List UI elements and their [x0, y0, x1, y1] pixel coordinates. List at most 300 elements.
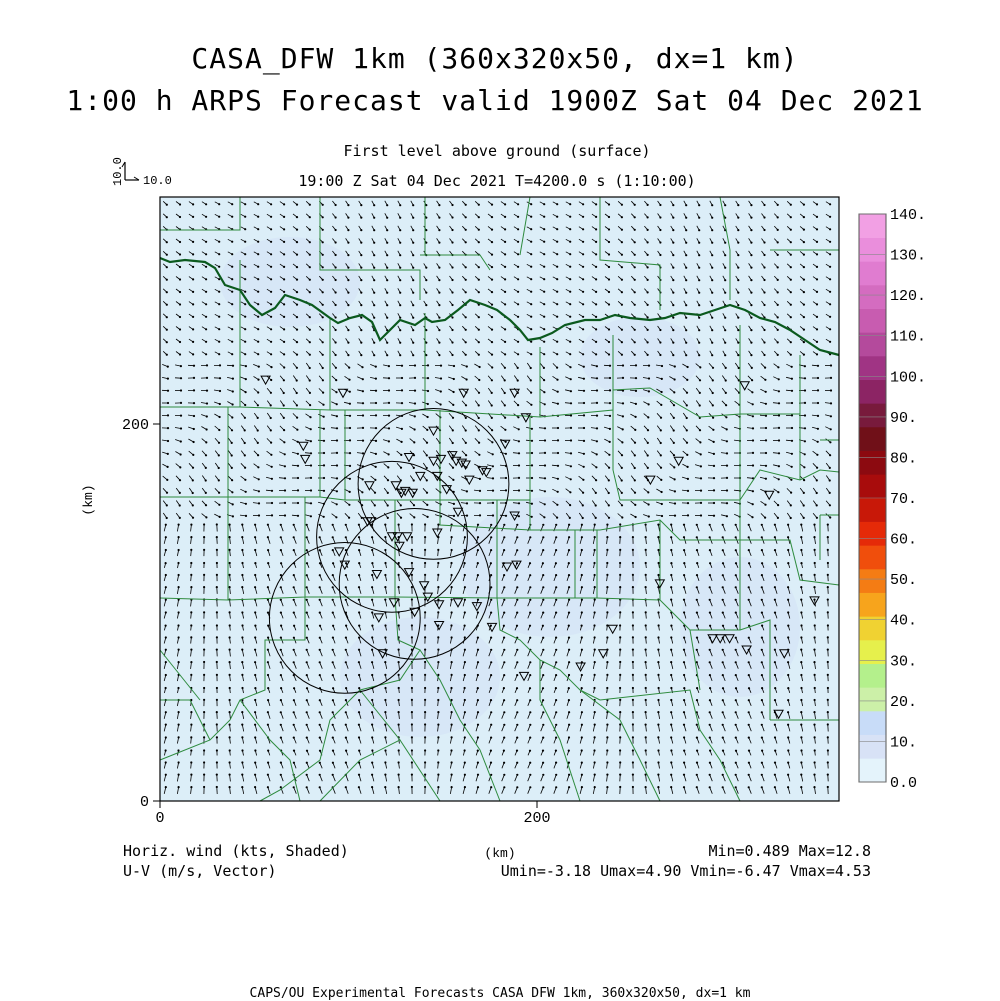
wind-vector-head [517, 203, 519, 205]
wind-vector-head [218, 492, 220, 494]
wind-vector-head [621, 504, 623, 506]
wind-vector-head [414, 390, 416, 392]
wind-vector-head [271, 514, 273, 516]
wind-vector-head [583, 366, 585, 368]
wind-vector-head [466, 515, 468, 517]
wind-vector-head [280, 774, 282, 776]
wind-vector-head [635, 416, 637, 418]
wind-vector-head [386, 217, 388, 219]
shade-patch [340, 617, 500, 737]
wind-vector-head [504, 379, 506, 381]
wind-vector-head [673, 454, 675, 456]
wind-vector-head [777, 354, 779, 356]
wind-vector-head [632, 761, 634, 763]
wind-vector-head [722, 750, 724, 752]
wind-vector-head [725, 392, 727, 394]
wind-vector-head [413, 479, 415, 481]
wind-vector-head [648, 377, 650, 379]
wind-vector-head [657, 674, 659, 676]
wind-vector-head [634, 442, 636, 444]
wind-vector-head [179, 241, 181, 243]
wind-vector-head [686, 417, 688, 419]
wind-vector-head [516, 625, 518, 627]
wind-vector-head [685, 354, 687, 356]
wind-vector-head [375, 402, 377, 404]
wind-vector-head [619, 674, 621, 676]
wind-vector-head [280, 649, 282, 651]
wind-vector-head [177, 624, 179, 626]
wind-vector-head [672, 354, 674, 356]
wind-vector-head [685, 204, 687, 206]
wind-vector-head [267, 549, 269, 551]
wind-vector-head [293, 599, 295, 601]
wind-vector-head [491, 216, 493, 218]
wind-vector-head [165, 524, 167, 526]
wind-vector-head [555, 762, 557, 764]
wind-vector-head [722, 774, 724, 776]
wind-vector-head [568, 599, 570, 601]
wind-vector-head [477, 562, 479, 564]
wind-vector-head [371, 562, 373, 564]
wind-vector-head [306, 699, 308, 701]
wind-vector-head [345, 586, 347, 588]
wind-vector-head [177, 749, 179, 751]
wind-vector-head [400, 454, 402, 456]
wind-vector-head [293, 612, 295, 614]
wind-vector-head [518, 489, 520, 491]
wind-vector-head [254, 699, 256, 701]
wind-vector-head [556, 253, 558, 255]
wind-vector-head [491, 404, 493, 406]
wind-vector-head [166, 354, 168, 356]
wind-vector-head [816, 504, 818, 506]
wind-vector-head [412, 329, 414, 331]
wind-vector-head [774, 661, 776, 663]
wind-vector-head [791, 378, 793, 380]
wind-vector-head [492, 477, 494, 479]
wind-vector-head [345, 786, 347, 788]
wind-vector-head [464, 549, 466, 551]
wind-vector-head [659, 229, 661, 231]
wind-vector-head [791, 402, 793, 404]
wind-vector-head [332, 562, 334, 564]
wind-vector-head [581, 586, 583, 588]
wind-vector-head [178, 774, 180, 776]
wind-vector-head [735, 549, 737, 551]
wind-vector-head [218, 467, 220, 469]
wind-vector-head [711, 242, 713, 244]
wind-vector-head [670, 636, 672, 638]
wind-vector-head [529, 724, 531, 726]
wind-vector-head [516, 562, 518, 564]
wind-vector-head [606, 724, 608, 726]
wind-vector-head [763, 329, 765, 331]
wind-vector-head [437, 736, 439, 738]
wind-vector-head [748, 586, 750, 588]
wind-vector-head [609, 389, 611, 391]
wind-vector-head [283, 392, 285, 394]
wind-vector-head [167, 427, 169, 429]
wind-vector-head [594, 599, 596, 601]
wind-vector-head [621, 241, 623, 243]
wind-vector-head [336, 490, 338, 492]
wind-vector-head [373, 354, 375, 356]
wind-vector-head [306, 625, 308, 627]
wind-vector-head [724, 254, 726, 256]
wind-vector-head [399, 267, 401, 269]
wind-vector-head [606, 636, 608, 638]
wind-vector-head [193, 365, 195, 367]
wind-vector-head [814, 699, 816, 701]
wind-vector-head [465, 429, 467, 431]
wind-vector-head [748, 699, 750, 701]
wind-vector-head [490, 524, 492, 526]
wind-vector-head [477, 574, 479, 576]
wind-vector-head [293, 536, 295, 538]
wind-vector-head [293, 750, 295, 752]
wind-vector-head [280, 612, 282, 614]
wind-vector-head [203, 562, 205, 564]
wind-vector-head [424, 711, 426, 713]
wind-vector-head [621, 291, 623, 293]
wind-vector-head [424, 786, 426, 788]
wind-vector-head [778, 402, 780, 404]
wind-vector-head [581, 674, 583, 676]
wind-vector-head [254, 786, 256, 788]
wind-vector-head [726, 452, 728, 454]
wind-vector-head [761, 536, 763, 538]
wind-vector-head [270, 228, 272, 230]
wind-vector-head [505, 453, 507, 455]
wind-vector-head [398, 687, 400, 689]
wind-vector-head [477, 536, 479, 538]
wind-vector-head [296, 329, 298, 331]
wind-vector-head [464, 611, 466, 613]
wind-vector-head [323, 464, 325, 466]
wind-vector-head [296, 291, 298, 293]
wind-vector-head [205, 504, 207, 506]
wind-vector-head [661, 365, 663, 367]
wind-vector-head [257, 303, 259, 305]
wind-vector-head [229, 687, 231, 689]
wind-vector-head [384, 749, 386, 751]
wind-vector-head [424, 749, 426, 751]
wind-vector-head [203, 674, 205, 676]
wind-vector-head [296, 266, 298, 268]
wind-vector-head [386, 292, 388, 294]
wind-vector-head [440, 390, 442, 392]
wind-vector-head [319, 674, 321, 676]
wind-vector-head [257, 341, 259, 343]
wind-vector-head [582, 316, 584, 318]
wind-vector-head [724, 242, 726, 244]
wind-vector-head [373, 267, 375, 269]
wind-vector-head [464, 736, 466, 738]
wind-vector-head [608, 303, 610, 305]
wind-vector-head [464, 536, 466, 538]
wind-vector-head [583, 440, 585, 442]
wind-vector-head [569, 491, 571, 493]
wind-vector-head [451, 204, 453, 206]
wind-vector-head [632, 786, 634, 788]
wind-vector-head [621, 516, 623, 518]
wind-vector-head [306, 574, 308, 576]
wind-vector-head [803, 254, 805, 256]
wind-vector-head [349, 439, 351, 441]
wind-vector-head [632, 749, 634, 751]
wind-vector-head [816, 203, 818, 205]
wind-vector-head [827, 736, 829, 738]
wind-vector-head [737, 242, 739, 244]
wind-vector-head [479, 490, 481, 492]
wind-vector-head [544, 427, 546, 429]
wind-vector-head [557, 403, 559, 405]
wind-vector-head [270, 253, 272, 255]
wind-vector-head [543, 266, 545, 268]
wind-vector-head [358, 687, 360, 689]
wind-vector-head [283, 316, 285, 318]
wind-vector-head [414, 402, 416, 404]
wind-vector-head [763, 216, 765, 218]
wind-vector-head [763, 341, 765, 343]
wind-vector-head [229, 661, 231, 663]
wind-vector-head [388, 453, 390, 455]
wind-vector-head [504, 404, 506, 406]
wind-vector-head [319, 574, 321, 576]
wind-vector-head [750, 229, 752, 231]
wind-vector-head [180, 389, 182, 391]
wind-vector-head [569, 303, 571, 305]
wind-vector-head [244, 216, 246, 218]
wind-vector-head [543, 328, 545, 330]
wind-vector-head [581, 599, 583, 601]
wind-vector-head [555, 711, 557, 713]
wind-vector-head [347, 242, 349, 244]
wind-vector-head [790, 279, 792, 281]
wind-vector-head [814, 736, 816, 738]
wind-vector-head [371, 762, 373, 764]
wind-vector-head [737, 279, 739, 281]
wind-vector-head [542, 711, 544, 713]
wind-vector-head [192, 504, 194, 506]
wind-vector-head [216, 761, 218, 763]
wind-vector-head [284, 502, 286, 504]
wind-vector-head [696, 637, 698, 639]
wind-vector-head [517, 416, 519, 418]
wind-vector-head [699, 392, 701, 394]
wind-vector-head [696, 612, 698, 614]
wind-vector-head [555, 524, 557, 526]
wind-vector-head [464, 649, 466, 651]
wind-vector-head [424, 549, 426, 551]
wind-vector-head [347, 204, 349, 206]
wind-vector-head [827, 661, 829, 663]
wind-vector-head [800, 536, 802, 538]
wind-vector-head [231, 241, 233, 243]
wind-vector-head [709, 612, 711, 614]
wind-vector-head [254, 736, 256, 738]
wind-vector-head [698, 229, 700, 231]
wind-vector-head [529, 699, 531, 701]
wind-vector-head [816, 228, 818, 230]
wind-vector-head [450, 562, 452, 564]
wind-vector-head [670, 524, 672, 526]
wind-vector-head [568, 625, 570, 627]
wind-vector-head [816, 291, 818, 293]
wind-vector-head [345, 599, 347, 601]
wind-vector-head [426, 429, 428, 431]
wind-vector-head [503, 737, 505, 739]
wind-vector-head [568, 750, 570, 752]
wind-vector-head [829, 454, 831, 456]
wind-vector-head [437, 774, 439, 776]
wind-vector-head [774, 674, 776, 676]
wind-vector-head [280, 699, 282, 701]
wind-vector-head [218, 241, 220, 243]
wind-vector-head [608, 517, 610, 519]
wind-vector-head [179, 278, 181, 280]
wind-vector-head [322, 241, 324, 243]
wind-vector-head [309, 241, 311, 243]
wind-vector-head [310, 477, 312, 479]
wind-vector-head [437, 711, 439, 713]
wind-vector-head [205, 203, 207, 205]
wind-vector-head [254, 774, 256, 776]
wind-vector-head [568, 711, 570, 713]
wind-vector-head [384, 699, 386, 701]
wind-vector-head [748, 562, 750, 564]
wind-vector-head [388, 415, 390, 417]
wind-vector-head [179, 479, 181, 481]
wind-vector-head [280, 674, 282, 676]
wind-vector-head [335, 367, 337, 369]
wind-vector-head [674, 490, 676, 492]
wind-vector-head [293, 625, 295, 627]
wind-vector-head [296, 304, 298, 306]
wind-vector-head [384, 524, 386, 526]
wind-vector-head [453, 378, 455, 380]
wind-vector-head [761, 574, 763, 576]
wind-vector-head [373, 279, 375, 281]
wind-vector-head [687, 502, 689, 504]
wind-vector-head [332, 687, 334, 689]
wind-vector-head [319, 625, 321, 627]
wind-vector-head [803, 241, 805, 243]
wind-vector-head [722, 737, 724, 739]
wind-vector-head [348, 517, 350, 519]
wind-vector-head [216, 624, 218, 626]
wind-vector-head [765, 391, 767, 393]
wind-vector-head [371, 661, 373, 663]
wind-vector-head [437, 687, 439, 689]
wind-vector-head [180, 402, 182, 404]
wind-vector-head [686, 404, 688, 406]
wind-vector-head [530, 328, 532, 330]
wind-vector-head [683, 699, 685, 701]
wind-vector-head [296, 316, 298, 318]
wind-vector-head [241, 736, 243, 738]
wind-vector-head [362, 414, 364, 416]
wind-vector-head [543, 241, 545, 243]
wind-vector-head [438, 217, 440, 219]
wind-vector-head [465, 329, 467, 331]
wind-vector-head [229, 736, 231, 738]
wind-vector-head [257, 266, 259, 268]
wind-vector-head [218, 504, 220, 506]
wind-vector-head [790, 204, 792, 206]
wind-vector-head [477, 711, 479, 713]
wind-vector-head [800, 624, 802, 626]
wind-vector-head [542, 687, 544, 689]
wind-vector-head [490, 536, 492, 538]
wind-vector-head [178, 649, 180, 651]
wind-vector-head [555, 549, 557, 551]
wind-vector-head [293, 786, 295, 788]
wind-vector-head [787, 724, 789, 726]
wind-vector-head [386, 317, 388, 319]
wind-vector-head [657, 749, 659, 751]
wind-vector-head [699, 379, 701, 381]
wind-vector-head [297, 465, 299, 467]
wind-vector-head [827, 674, 829, 676]
wind-vector-head [778, 452, 780, 454]
wind-vector-head [659, 341, 661, 343]
wind-vector-head [384, 599, 386, 601]
wind-vector-head [765, 427, 767, 429]
wind-vector-head [517, 266, 519, 268]
wind-vector-head [698, 267, 700, 269]
wind-vector-head [748, 599, 750, 601]
wind-vector-head [696, 599, 698, 601]
wind-vector-head [634, 266, 636, 268]
wind-vector-head [752, 415, 754, 417]
wind-vector-head [241, 574, 243, 576]
wind-vector-head [231, 328, 233, 330]
wind-vector-head [542, 524, 544, 526]
wind-vector-head [347, 304, 349, 306]
wind-vector-head [791, 466, 793, 468]
wind-vector-head [257, 253, 259, 255]
wind-vector-head [543, 228, 545, 230]
wind-vector-head [660, 467, 662, 469]
wind-vector-head [735, 737, 737, 739]
wind-vector-head [371, 711, 373, 713]
wind-vector-head [594, 774, 596, 776]
wind-vector-head [800, 661, 802, 663]
wind-vector-head [608, 216, 610, 218]
wind-vector-head [192, 303, 194, 305]
wind-vector-head [751, 379, 753, 381]
wind-vector-head [517, 316, 519, 318]
wind-vector-head [371, 586, 373, 588]
wind-vector-head [438, 204, 440, 206]
wind-vector-head [479, 502, 481, 504]
wind-vector-head [569, 341, 571, 343]
wind-vector-head [713, 489, 715, 491]
wind-vector-head [724, 292, 726, 294]
wind-vector-head [583, 453, 585, 455]
wind-vector-head [634, 479, 636, 481]
wind-vector-head [478, 316, 480, 318]
wind-vector-head [190, 749, 192, 751]
wind-vector-head [297, 489, 299, 491]
wind-vector-head [323, 416, 325, 418]
wind-vector-head [670, 599, 672, 601]
wind-vector-head [347, 342, 349, 344]
wind-vector-head [218, 316, 220, 318]
wind-vector-head [167, 366, 169, 368]
wind-vector-head [606, 674, 608, 676]
